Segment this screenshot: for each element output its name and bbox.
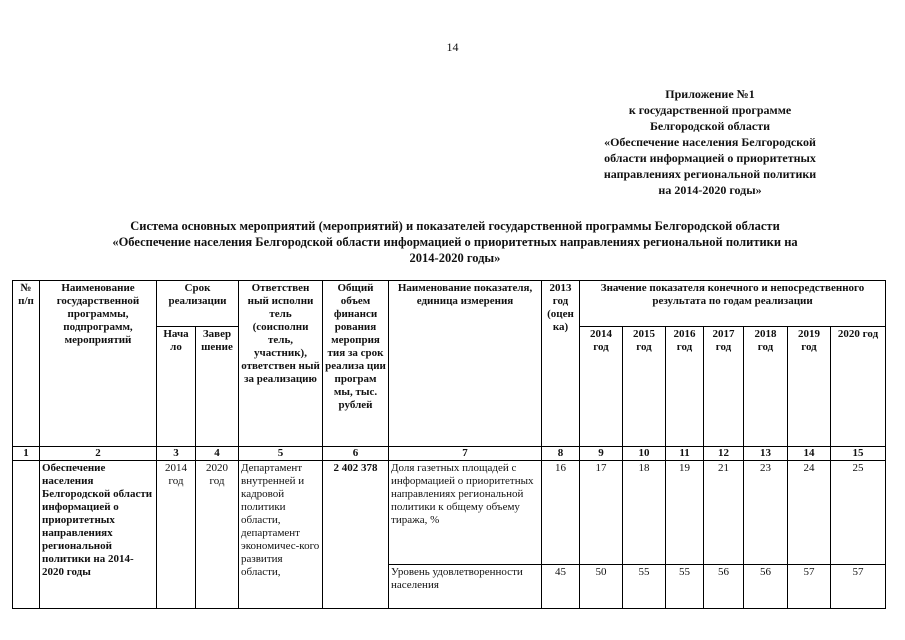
column-number: 5	[239, 447, 323, 461]
row-num	[13, 461, 40, 609]
value-cell: 19	[666, 461, 704, 565]
column-number: 8	[542, 447, 580, 461]
header-term-end: Завер шение	[196, 327, 239, 447]
title-line: Система основных мероприятий (мероприятий) и показателей государственной программы Белгородской области	[130, 219, 780, 233]
column-number: 10	[623, 447, 666, 461]
column-number: 6	[323, 447, 389, 461]
column-number: 1	[13, 447, 40, 461]
column-number: 7	[389, 447, 542, 461]
value-cell: 18	[623, 461, 666, 565]
value-cell: 21	[704, 461, 744, 565]
header-program-name: Наименование государственной программы, подпрограмм, мероприятий	[40, 281, 157, 447]
value-cell: 25	[831, 461, 886, 565]
header-2013: 2013 год (оцен ка)	[542, 281, 580, 447]
header-values-group: Значение показателя конечного и непосредственного результата по годам реализации	[580, 281, 886, 327]
appendix-line: на 2014-2020 годы»	[658, 183, 762, 197]
appendix-line: Приложение №1	[665, 87, 755, 101]
column-number: 15	[831, 447, 886, 461]
header-term-start: Нача ло	[157, 327, 196, 447]
indicator-name-cell: Уровень удовлетворенности населения	[389, 565, 542, 609]
page-number: 14	[446, 40, 459, 54]
column-number: 9	[580, 447, 623, 461]
column-number: 11	[666, 447, 704, 461]
header-indicator: Наименование показателя, единица измерения	[389, 281, 542, 447]
header-year: 2015 год	[623, 327, 666, 447]
program-name-cell: Обеспечение населения Белгородской области информацией о приоритетных направлениях региональной политики на 2014-2020 годы	[40, 461, 157, 609]
column-number: 13	[744, 447, 788, 461]
appendix-line: к государственной программе	[628, 103, 792, 117]
header-term: Срок реализации	[157, 281, 239, 327]
value-cell: 23	[744, 461, 788, 565]
header-responsible: Ответствен ный исполни тель (соисполни тель, участник), ответствен ный за реализацию	[239, 281, 323, 447]
value-cell: 56	[704, 565, 744, 609]
column-number: 3	[157, 447, 196, 461]
column-number: 4	[196, 447, 239, 461]
responsible-cell: Департамент внутренней и кадровой политики области, департамент экономичес-кого развития области,	[239, 461, 323, 609]
appendix-line: области информацией о приоритетных	[604, 151, 816, 165]
indicator-name-cell: Доля газетных площадей с информацией о приоритетных направлениях региональной политики к общему объему тиража, %	[389, 461, 542, 565]
appendix-line: Белгородской области	[649, 119, 771, 133]
value-cell: 57	[788, 565, 831, 609]
value-cell: 50	[580, 565, 623, 609]
appendix-line: направлениях региональной политики	[603, 167, 817, 181]
value-cell: 24	[788, 461, 831, 565]
column-number: 2	[40, 447, 157, 461]
term-end-cell: 2020 год	[196, 461, 239, 609]
value-cell: 57	[831, 565, 886, 609]
column-number: 14	[788, 447, 831, 461]
header-num: № п/п	[13, 281, 40, 447]
program-table	[12, 280, 886, 609]
appendix-line: «Обеспечение населения Белгородской	[604, 135, 816, 149]
header-funding: Общий объем финанси рования мероприя тия за срок реализа ции програм мы, тыс. рублей	[323, 281, 389, 447]
value-cell: 56	[744, 565, 788, 609]
header-year: 2018 год	[744, 327, 788, 447]
value-cell: 55	[623, 565, 666, 609]
value-cell: 17	[580, 461, 623, 565]
value-2013-cell: 45	[542, 565, 580, 609]
header-year: 2019 год	[788, 327, 831, 447]
column-number: 12	[704, 447, 744, 461]
header-year: 2020 год	[831, 327, 886, 447]
document-title	[20, 218, 890, 266]
header-year: 2017 год	[704, 327, 744, 447]
header-year: 2016 год	[666, 327, 704, 447]
header-year: 2014 год	[580, 327, 623, 447]
appendix-block	[560, 86, 860, 198]
value-cell: 55	[666, 565, 704, 609]
funding-cell: 2 402 378	[323, 461, 389, 609]
title-line: «Обеспечение населения Белгородской области информацией о приоритетных направлениях региональной политики на	[112, 235, 798, 249]
value-2013-cell: 16	[542, 461, 580, 565]
term-start-cell: 2014 год	[157, 461, 196, 609]
title-line: 2014-2020 годы»	[409, 251, 501, 265]
